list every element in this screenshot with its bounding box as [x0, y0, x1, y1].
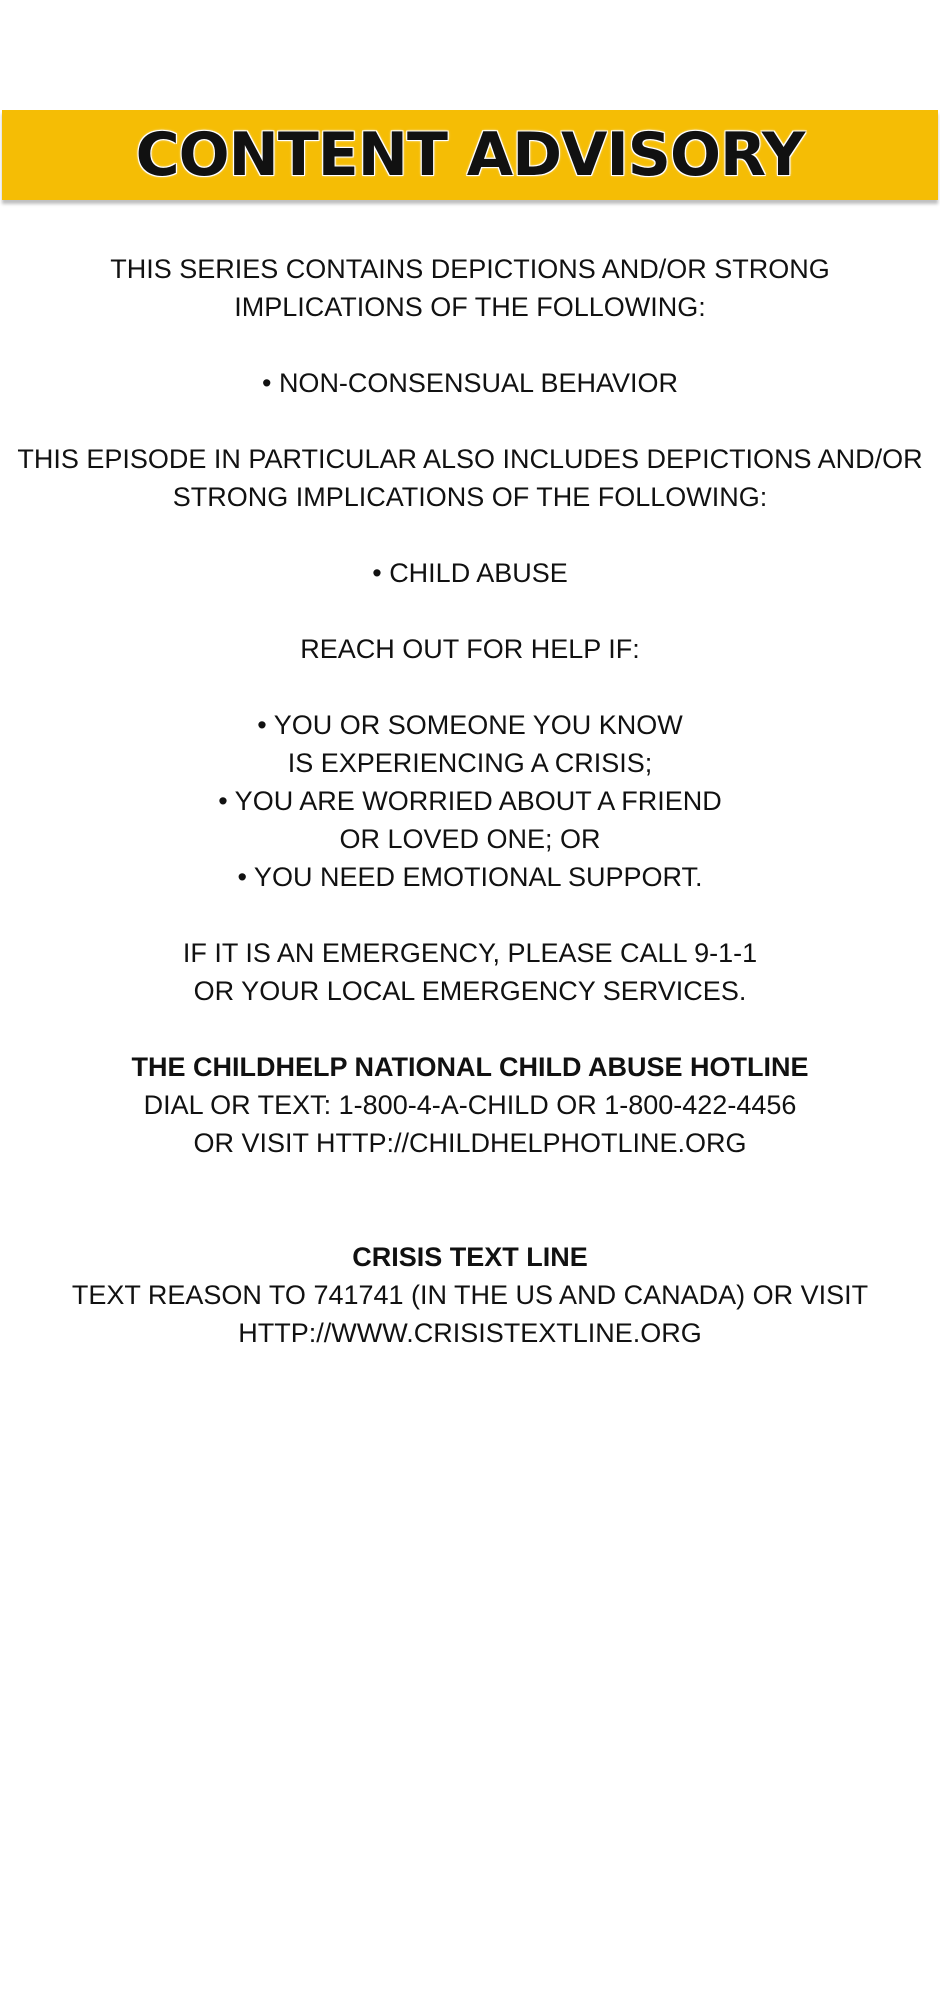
- series-warning-item: • NON-CONSENSUAL BEHAVIOR: [261, 368, 679, 398]
- help-line: • YOU ARE WORRIED ABOUT A FRIEND: [218, 786, 722, 816]
- emergency-section: [0, 934, 940, 1010]
- advisory-body: [0, 250, 940, 1352]
- childhelp-url[interactable]: OR VISIT HTTP://CHILDHELPHOTLINE.ORG: [193, 1128, 747, 1158]
- series-notice-line-2: IMPLICATIONS OF THE FOLLOWING:: [234, 292, 706, 322]
- episode-warning-item: • CHILD ABUSE: [372, 558, 568, 588]
- emergency-line-2: OR YOUR LOCAL EMERGENCY SERVICES.: [193, 976, 747, 1006]
- episode-notice: [0, 440, 940, 592]
- help-line: • YOU NEED EMOTIONAL SUPPORT.: [237, 862, 703, 892]
- crisis-text-line: [0, 1238, 940, 1352]
- crisis-text-url[interactable]: HTTP://WWW.CRISISTEXTLINE.ORG: [238, 1318, 702, 1348]
- episode-notice-line-1: THIS EPISODE IN PARTICULAR ALSO INCLUDES DEPICTIONS AND/OR: [17, 444, 923, 474]
- emergency-line-1: IF IT IS AN EMERGENCY, PLEASE CALL 9-1-1: [182, 938, 758, 968]
- help-line: IS EXPERIENCING A CRISIS;: [287, 748, 653, 778]
- series-notice: [0, 250, 940, 402]
- childhelp-hotline: [0, 1048, 940, 1162]
- help-heading: REACH OUT FOR HELP IF:: [300, 634, 640, 664]
- series-notice-line-1: THIS SERIES CONTAINS DEPICTIONS AND/OR STRONG: [110, 254, 830, 284]
- episode-notice-line-2: STRONG IMPLICATIONS OF THE FOLLOWING:: [172, 482, 768, 512]
- childhelp-phone: DIAL OR TEXT: 1-800-4-A-CHILD OR 1-800-422-4456: [143, 1090, 797, 1120]
- crisis-text-instructions: TEXT REASON TO 741741 (IN THE US AND CANADA) OR VISIT: [71, 1280, 869, 1310]
- banner-title: CONTENT ADVISORY: [135, 120, 805, 190]
- childhelp-title: THE CHILDHELP NATIONAL CHILD ABUSE HOTLINE: [131, 1052, 809, 1082]
- help-section: [0, 630, 940, 896]
- content-advisory-banner: [2, 110, 938, 200]
- help-line: OR LOVED ONE; OR: [339, 824, 601, 854]
- help-line: • YOU OR SOMEONE YOU KNOW: [257, 710, 683, 740]
- crisis-text-title: CRISIS TEXT LINE: [352, 1242, 588, 1272]
